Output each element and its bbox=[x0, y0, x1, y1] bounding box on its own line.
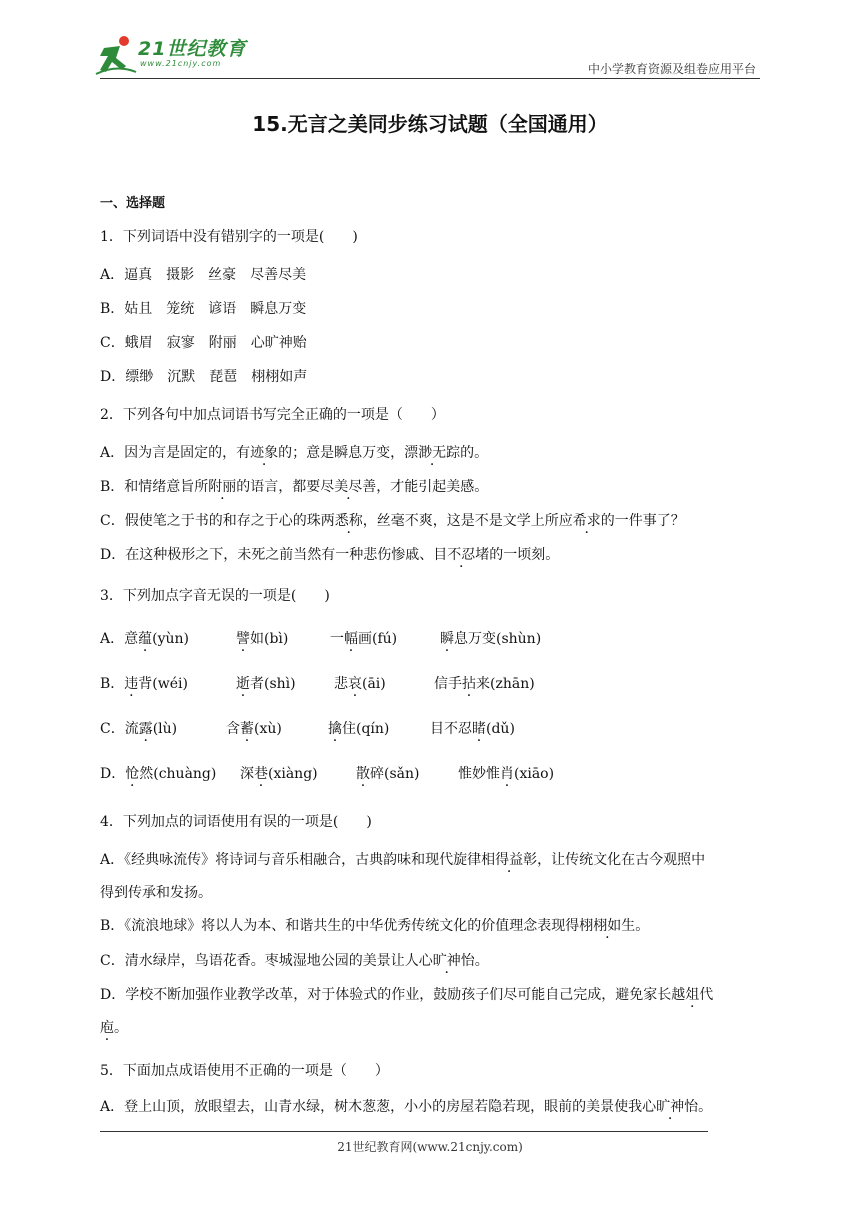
question-1-option-d: D．缥缈 沉默 琵琶 栩栩如声 bbox=[100, 369, 308, 385]
dotted-term: 漂渺无踪 bbox=[404, 445, 461, 461]
question-2-option-d: D．在这种极形之下，未死之前当然有一种悲伤惨戚、目不忍堵的一顷刻。 bbox=[100, 547, 560, 563]
question-2-option-c: C．假使笔之于书的和存之于心的珠两悉称，丝毫不爽，这是不是文学上所应希求的一件事了？ bbox=[100, 513, 685, 529]
question-2-stem: 2．下列各句中加点词语书写完全正确的一项是（ ） bbox=[100, 407, 445, 423]
runner-logo-icon bbox=[94, 34, 138, 76]
question-4-option-a: A．《经典咏流传》将诗词与音乐相融合，古典韵味和现代旋律相得益彰，让传统文化在古今观照中 bbox=[100, 852, 706, 868]
dotted-term: 栩栩如生 bbox=[579, 918, 636, 934]
question-4-option-a-cont: 得到传承和发扬。 bbox=[100, 885, 212, 901]
dotted-term: 庖 bbox=[100, 1020, 114, 1036]
question-1-option-c: C．蛾眉 寂寥 附丽 心旷神贻 bbox=[100, 335, 307, 351]
dotted-term: 悉称 bbox=[334, 513, 363, 529]
dotted-term: 尽美尽善 bbox=[320, 479, 377, 495]
question-5-option-a: A．登上山顶，放眼望去，山青水绿，树木葱葱，小小的房屋若隐若现，眼前的美景使我心旷神怡。 bbox=[100, 1099, 713, 1115]
header-platform-text: 中小学教育资源及组卷应用平台 bbox=[587, 62, 756, 76]
header-divider bbox=[100, 78, 760, 79]
question-4-option-c: C．清水绿岸，鸟语花香。枣城湿地公园的美景让人心旷神怡。 bbox=[100, 953, 489, 969]
section-heading: 一、选择题 bbox=[100, 196, 166, 211]
question-1-option-b: B．姑且 笼统 谚语 瞬息万变 bbox=[100, 301, 307, 317]
logo-url: www.21cnjy.com bbox=[140, 59, 222, 68]
footer-divider bbox=[100, 1131, 708, 1132]
question-2-option-a: A．因为言是固定的，有迹象的；意是瞬息万变，漂渺无踪的。 bbox=[100, 445, 489, 461]
question-4-option-b: B．《流浪地球》将以人为本、和谐共生的中华优秀传统文化的价值理念表现得栩栩如生。 bbox=[100, 918, 650, 934]
dotted-term: 越俎代 bbox=[671, 987, 714, 1003]
question-3-stem: 3．下列加点字音无误的一项是( ) bbox=[100, 588, 330, 604]
dotted-term: 心旷神怡 bbox=[418, 953, 475, 969]
footer-text: 21世纪教育网(www.21cnjy.com) bbox=[337, 1140, 523, 1154]
question-4-option-d: D．学校不断加强作业教学改革，对于体验式的作业，鼓励孩子们尽可能自己完成，避免家长越俎代 bbox=[100, 987, 714, 1003]
question-5-stem: 5．下面加点成语使用不正确的一项是（ ） bbox=[100, 1063, 389, 1079]
dotted-term: 相得益彰 bbox=[481, 852, 538, 868]
question-1-option-a: A．逼真 摄影 丝豪 尽善尽美 bbox=[100, 267, 307, 283]
dotted-term: 希求 bbox=[572, 513, 601, 529]
logo-wordmark: 21世纪教育 bbox=[138, 38, 247, 60]
dotted-term: 迹象 bbox=[250, 445, 279, 461]
question-1-stem: 1．下列词语中没有错别字的一项是( ) bbox=[100, 229, 358, 245]
page-title: 15.无言之美同步练习试题（全国通用） bbox=[252, 112, 608, 136]
dotted-term: 附丽 bbox=[208, 479, 237, 495]
question-4-stem: 4．下列加点的词语使用有误的一项是( ) bbox=[100, 814, 372, 830]
site-logo bbox=[94, 34, 264, 76]
dotted-term: 目不忍堵 bbox=[433, 547, 490, 563]
question-2-option-b: B．和情绪意旨所附丽的语言，都要尽美尽善，才能引起美感。 bbox=[100, 479, 489, 495]
question-4-option-d-cont: 庖。 bbox=[100, 1020, 128, 1036]
dotted-term: 心旷神怡 bbox=[642, 1099, 699, 1115]
